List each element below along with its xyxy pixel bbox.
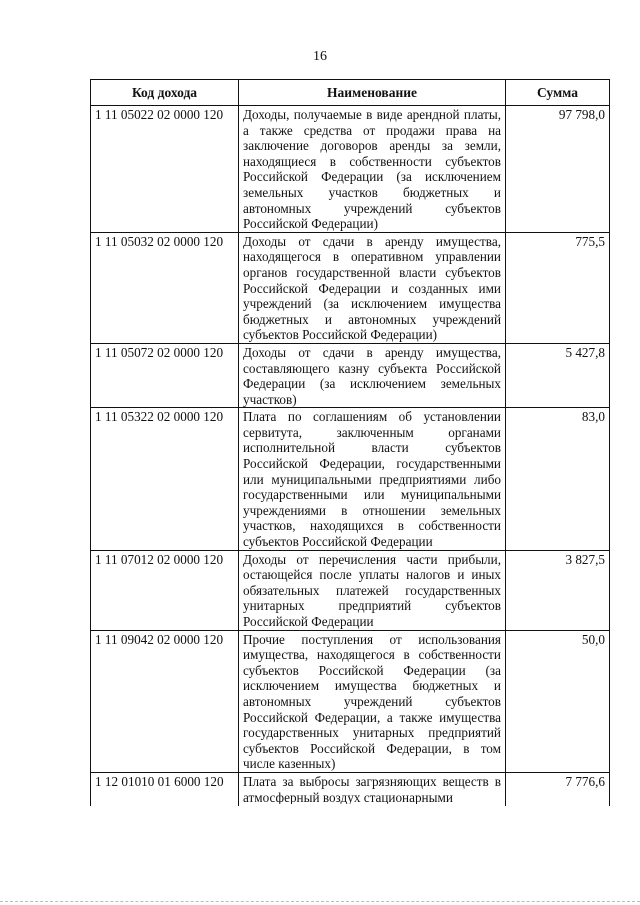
revenue-sum: 97 798,0 <box>506 106 610 233</box>
revenue-code: 1 11 05322 02 0000 120 <box>91 408 239 550</box>
revenue-sum: 5 427,8 <box>506 343 610 407</box>
revenue-name: Плата за выбросы загрязняющих веществ в атмосферный воздух стационарными <box>239 772 506 806</box>
revenue-code: 1 12 01010 01 6000 120 <box>91 772 239 806</box>
revenue-table <box>90 79 610 806</box>
page-number: 16 <box>313 49 327 64</box>
revenue-code: 1 11 09042 02 0000 120 <box>91 630 239 772</box>
revenue-sum: 7 776,6 <box>506 772 610 806</box>
revenue-name: Доходы от сдачи в аренду имущества, находящегося в оперативном управлении органов государственной власти субъектов Российской Федерации и созданных ими учреждений (за исключением имущества бюджетных и автономных учреждений субъектов Российской Федерации) <box>239 232 506 343</box>
table-row <box>91 772 610 806</box>
scan-edge-divider <box>0 901 640 903</box>
revenue-sum: 3 827,5 <box>506 550 610 630</box>
revenue-code: 1 11 07012 02 0000 120 <box>91 550 239 630</box>
revenue-sum: 775,5 <box>506 232 610 343</box>
header-name: Наименование <box>239 80 506 106</box>
table-row <box>91 630 610 772</box>
revenue-name: Доходы от сдачи в аренду имущества, составляющего казну субъекта Российской Федерации (за исключением земельных участков) <box>239 343 506 407</box>
table-row <box>91 408 610 550</box>
revenue-name: Прочие поступления от использования имущества, находящегося в собственности субъектов Российской Федерации (за исключением имущества бюджетных и автономных учреждений субъектов Российской Федерации, а также имущества государственных унитарных предприятий субъектов Российской Федерации, в том числе казенных) <box>239 630 506 772</box>
table-row <box>91 232 610 343</box>
revenue-code: 1 11 05022 02 0000 120 <box>91 106 239 233</box>
revenue-name: Доходы от перечисления части прибыли, остающейся после уплаты налогов и иных обязательных платежей государственных унитарных предприятий субъектов Российской Федерации <box>239 550 506 630</box>
revenue-name: Плата по соглашениям об установлении сервитута, заключенным органами исполнительной власти субъектов Российской Федерации, государственными или муниципальными предприятиями либо государственными или муниципальными учреждениями в отношении земельных участков, находящихся в собственности субъектов Российской Федерации <box>239 408 506 550</box>
header-sum: Сумма <box>506 80 610 106</box>
revenue-code: 1 11 05032 02 0000 120 <box>91 232 239 343</box>
revenue-sum: 50,0 <box>506 630 610 772</box>
revenue-name: Доходы, получаемые в виде арендной платы, а также средства от продажи права на заключение договоров аренды за земли, находящиеся в собственности субъектов Российской Федерации (за исключением земельных участков бюджетных и автономных учреждений субъектов Российской Федерации) <box>239 106 506 233</box>
table-row <box>91 106 610 233</box>
table-row <box>91 343 610 407</box>
table-row <box>91 550 610 630</box>
header-code: Код дохода <box>91 80 239 106</box>
revenue-code: 1 11 05072 02 0000 120 <box>91 343 239 407</box>
revenue-sum: 83,0 <box>506 408 610 550</box>
table-header-row <box>91 80 610 106</box>
